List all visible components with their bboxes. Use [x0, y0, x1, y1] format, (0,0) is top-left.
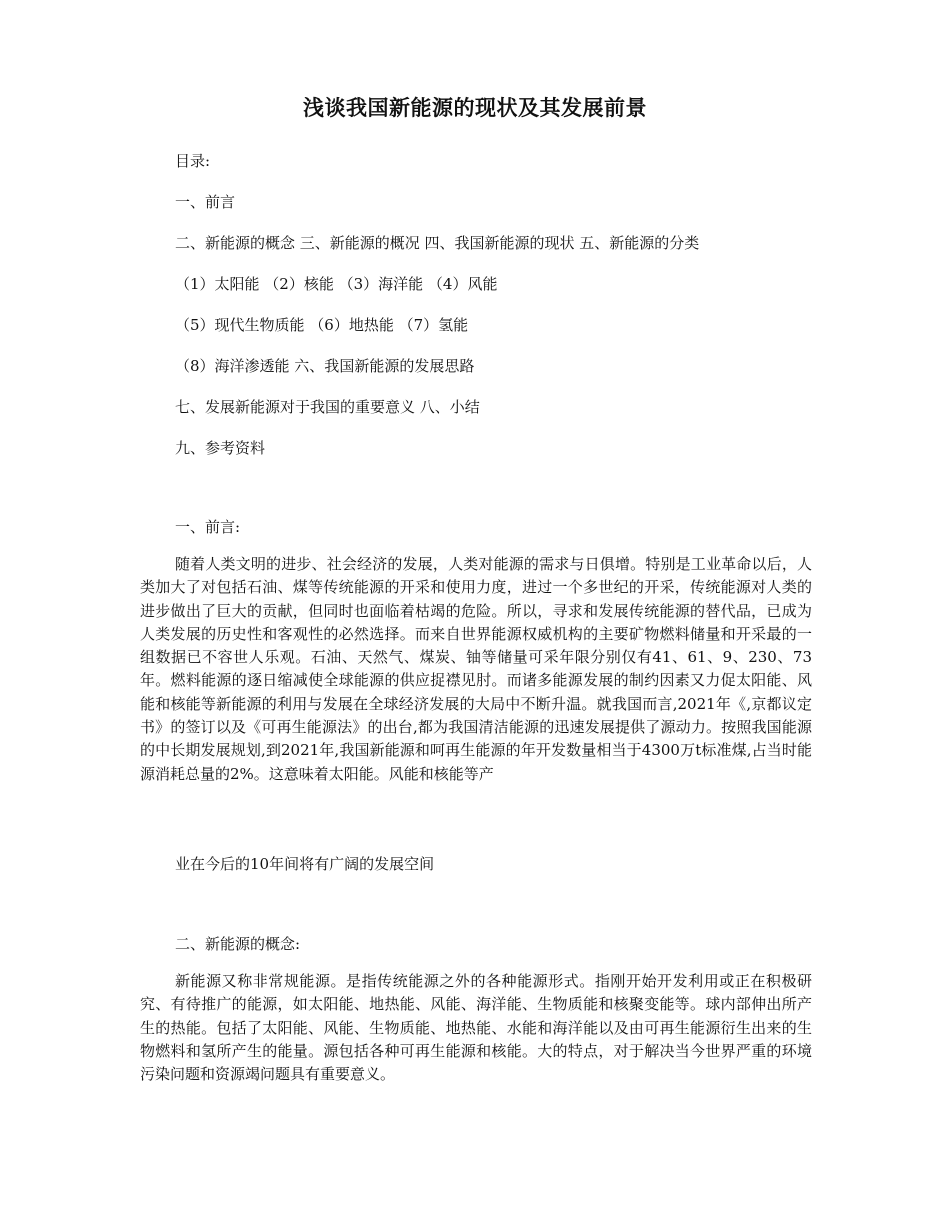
toc-line: （8）海洋渗透能 六、我国新能源的发展思路 [175, 357, 475, 375]
toc-line: 二、新能源的概念 三、新能源的概况 四、我国新能源的现状 五、新能源的分类 [175, 234, 700, 252]
preface-paragraph: 随着人类文明的进步、社会经济的发展，人类对能源的需求与日俱增。特别是工业革命以后，人类加大了对包括石油、煤等传统能源的开采和使用力度，进过一个多世纪的开采，传统能源对人类的进步做出了巨大的贡献，但同时也面临着枯竭的危险。所以，寻求和发展传统能源的替代品，已成为人类发展的历史性和客观性的必然选择。而来自世界能源权威机构的主要矿物燃料储量和开采最的一组数据已不容世人乐观。石油、天然气、煤炭、铀等储量可采年限分别仅有41、61、9、230、73年。燃料能源的逐日缩减使全球能源的供应捉襟见肘。而诸多能源发展的制约因素又力促太阳能、风能和核能等新能源的利用与发展在全球经济发展的大局中不断升温。就我国而言,2021年《,京都议定书》的签订以及《可再生能源法》的出台,都为我国清洁能源的迅速发展提供了源动力。按照我国能源的中长期发展规划,到2021年,我国新能源和呵再生能源的年开发数量相当于4300万t标准煤,占当时能源消耗总量的2%。这意味着太阳能。风能和核能等产 [140, 555, 812, 783]
section-heading-concept: 二、新能源的概念: [175, 935, 301, 953]
toc-line: 九、参考资料 [175, 439, 266, 457]
concept-paragraph: 新能源又称非常规能源。是指传统能源之外的各种能源形式。指刚开始开发利用或正在积极研究、有待推广的能源，如太阳能、地热能、风能、海洋能、生物质能和核聚变能等。球内部伸出所产生的热能。包括了太阳能、风能、生物质能、地热能、水能和海洋能以及由可再生能源衍生出来的生物燃料和氢所产生的能量。源包括各种可再生能源和核能。大的特点，对于解决当今世界严重的环境污染问题和资源竭问题具有重要意义。 [140, 972, 812, 1084]
preface-continuation: 业在今后的10年间将有广阔的发展空间 [175, 855, 435, 873]
toc-line: （1）太阳能 （2）核能 （3）海洋能 （4）风能 [175, 275, 498, 293]
document-title: 浅谈我国新能源的现状及其发展前景 [303, 95, 647, 120]
section-heading-preface: 一、前言: [175, 518, 241, 536]
toc-label: 目录: [175, 152, 211, 170]
toc-line: 一、前言 [175, 193, 236, 211]
toc-line: （5）现代生物质能 （6）地热能 （7）氢能 [175, 316, 469, 334]
toc-line: 七、发展新能源对于我国的重要意义 八、小结 [175, 398, 480, 416]
